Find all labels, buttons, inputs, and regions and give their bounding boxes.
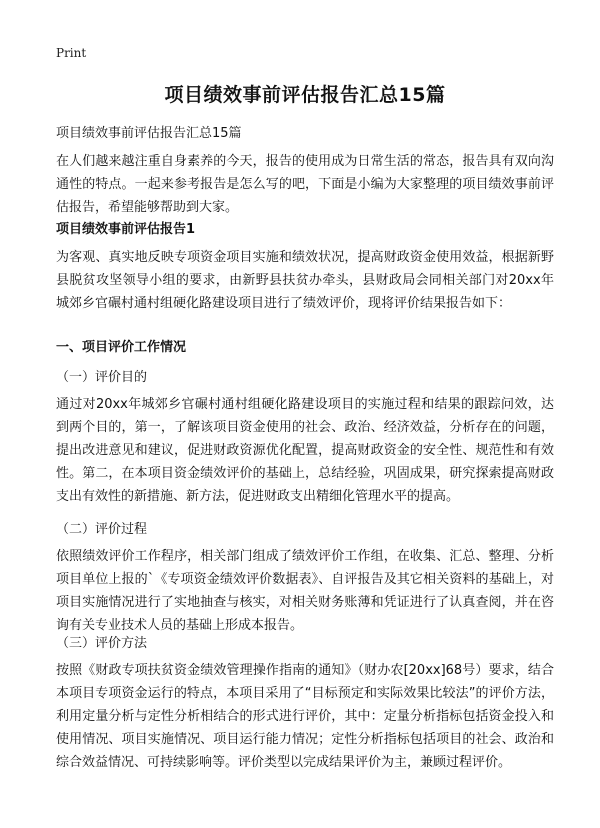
print-link[interactable]: Print (56, 46, 87, 60)
subsection2-heading: （二）评价过程 (56, 522, 148, 537)
section1-heading: 项目绩效事前评估报告1 (56, 222, 196, 237)
document-subtitle: 项目绩效事前评估报告汇总15篇 (56, 126, 242, 141)
intro-paragraph: 在人们越来越注重自身素养的今天，报告的使用成为日常生活的常态，报告具有双向沟通性的特点。一起来参考报告是怎么写的吧，下面是小编为大家整理的项目绩效事前评估报告，希望能够帮助到大家。 (56, 154, 554, 215)
subsection1-heading: （一）评价目的 (56, 370, 148, 385)
subsection3-heading: （三）评价方法 (56, 636, 148, 651)
subsection1-paragraph: 通过对20xx年城郊乡官碾村通村组硬化路建设项目的实施过程和结果的跟踪问效，达到两个目的，第一，了解该项目资金使用的社会、政治、经济效益，分析存在的问题，提出改进意见和建议，促进财政资源优化配置，提高财政资金的安全性、规范性和有效性。第二，在本项目资金绩效评价的基础上，总结经验，巩固成果，研究探索提高财政支出有效性的新措施、新方法，促进财政支出精细化管理水平的提高。 (56, 397, 554, 504)
part1-heading: 一、项目评价工作情况 (56, 340, 187, 355)
document-title: 项目绩效事前评估报告汇总15篇 (164, 84, 446, 106)
subsection2-paragraph: 依照绩效评价工作程序，相关部门组成了绩效评价工作组，在收集、汇总、整理、分析项目单位上报的`《专项资金绩效评价数据表》、自评报告及其它相关资料的基础上，对项目实施情况进行了实地抽查与核实，对相关财务账薄和凭证进行了认真查阅，并在咨询有关专业技术人员的基础上形成本报告。 (56, 549, 554, 633)
subsection3-paragraph: 按照《财政专项扶贫资金绩效管理操作指南的通知》（财办农[20xx]68号）要求，结合本项目专项资金运行的特点，本项目采用了“目标预定和实际效果比较法”的评价方法，利用定量分析与定性分析相结合的形式进行评价，其中：定量分析指标包括资金投入和使用情况、项目实施情况、项目运行能力情况；定性分析指标包括项目的社会、政治和综合效益情况、可持续影响等。评价类型以完成结果评价为主，兼顾过程评价。 (56, 663, 554, 770)
section1-paragraph: 为客观、真实地反映专项资金项目实施和绩效状况，提高财政资金使用效益，根据新野县脱贫攻坚领导小组的要求，由新野县扶贫办牵头，县财政局会同相关部门对20xx年城郊乡官碾村通村组硬化路建设项目进行了绩效评价，现将评价结果报告如下： (56, 250, 554, 311)
